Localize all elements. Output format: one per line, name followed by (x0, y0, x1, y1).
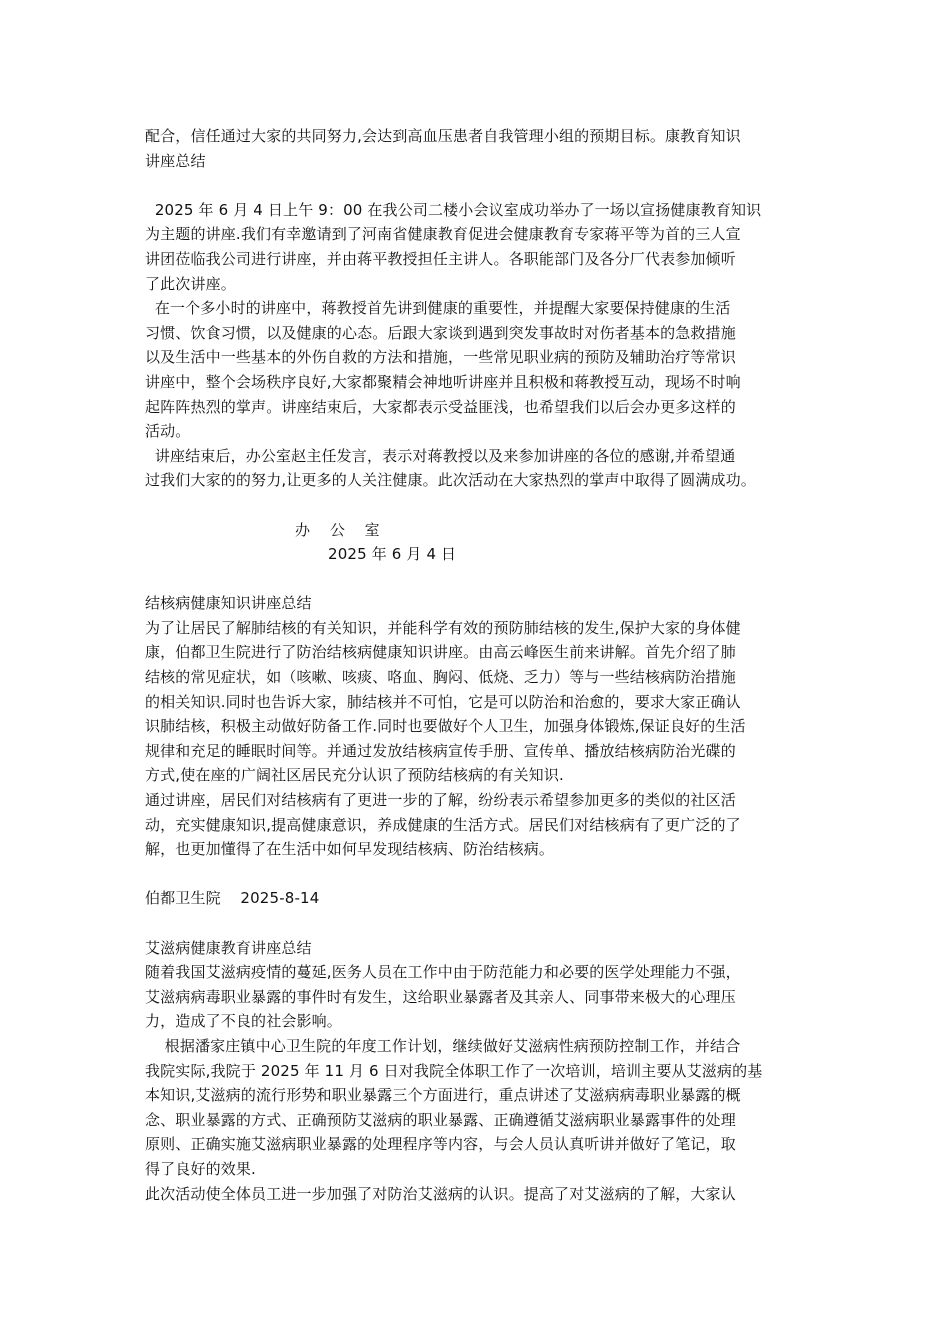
paragraph-line: 在一个多小时的讲座中，蒋教授首先讲到健康的重要性，并提醒大家要保持健康的生活 (145, 299, 731, 318)
spacer (145, 911, 817, 936)
paragraph-line: 动，充实健康知识,提高健康意识，养成健康的生活方式。居民们对结核病有了更广泛的了 (145, 815, 741, 834)
paragraph-line: 本知识,艾滋病的流行形势和职业暴露三个方面进行，重点讲述了艾滋病病毒职业暴露的概 (145, 1086, 741, 1105)
paragraph-line: 念、职业暴露的方式、正确预防艾滋病的职业暴露、正确遵循艾滋病职业暴露事件的处理 (145, 1110, 736, 1129)
paragraph-line: 方式,使在座的广阔社区居民充分认识了预防结核病的有关知识. (145, 766, 564, 785)
paragraph-line: 为了让居民了解肺结核的有关知识，并能科学有效的预防肺结核的发生,保护大家的身体健 (145, 618, 741, 637)
paragraph-line: 过我们大家的的努力,让更多的人关注健康。此次活动在大家热烈的掌声中取得了圆满成功。 (145, 471, 756, 490)
paragraph-line: 识肺结核，积极主动做好防备工作.同时也要做好个人卫生，加强身体锻炼,保证良好的生活 (145, 717, 746, 736)
paragraph-line: 力，造成了不良的社会影响。 (145, 1012, 342, 1031)
spacer (145, 173, 817, 198)
paragraph-line: 康，伯都卫生院进行了防治结核病健康知识讲座。由高云峰医生前来讲解。首先介绍了肺 (145, 643, 736, 662)
paragraph-line: 为主题的讲座.我们有幸邀请到了河南省健康教育促进会健康教育专家蒋平等为首的三人宣 (145, 225, 741, 244)
paragraph-line: 讲团莅临我公司进行讲座，并由蒋平教授担任主讲人。各职能部门及各分厂代表参加倾听 (145, 249, 736, 268)
paragraph-line: 讲座结束后，办公室赵主任发言，表示对蒋教授以及来参加讲座的各位的感谢,并希望通 (145, 446, 736, 465)
paragraph-line: 讲座总结 (145, 151, 206, 170)
paragraph-line: 此次活动使全体员工进一步加强了对防治艾滋病的认识。提高了对艾滋病的了解，大家认 (145, 1184, 736, 1203)
paragraph-line: 习惯、饮食习惯，以及健康的心态。后跟大家谈到遇到突发事故时对伤者基本的急救措施 (145, 323, 736, 342)
signature: 伯都卫生院 2025-8-14 (145, 889, 320, 908)
document-page (145, 124, 817, 1206)
signature-date: 2025 年 6 月 4 日 (328, 545, 457, 564)
paragraph-line: 了此次讲座。 (145, 274, 236, 293)
paragraph-line: 2025 年 6 月 4 日上午 9：00 在我公司二楼小会议室成功举办了一场以宣扬健康教育知识 (145, 200, 762, 219)
spacer (145, 493, 817, 518)
spacer (145, 567, 817, 592)
paragraph-line: 艾滋病病毒职业暴露的事件时有发生，这给职业暴露者及其亲人、同事带来极大的心理压 (145, 987, 736, 1006)
paragraph-line: 通过讲座，居民们对结核病有了更进一步的了解，纷纷表示希望参加更多的类似的社区活 (145, 791, 736, 810)
spacer (145, 862, 817, 887)
paragraph-line: 以及生活中一些基本的外伤自救的方法和措施，一些常见职业病的预防及辅助治疗等常识 (145, 348, 736, 367)
paragraph-line: 的相关知识.同时也告诉大家，肺结核并不可怕，它是可以防治和治愈的，要求大家正确认 (145, 692, 741, 711)
signature-org: 办 公 室 (295, 520, 380, 539)
paragraph-line: 随着我国艾滋病疫情的蔓延,医务人员在工作中由于防范能力和必要的医学处理能力不强， (145, 963, 741, 982)
section-title: 艾滋病健康教育讲座总结 (145, 938, 312, 957)
paragraph-line: 原则、正确实施艾滋病职业暴露的处理程序等内容，与会人员认真听讲并做好了笔记，取 (145, 1135, 736, 1154)
paragraph-line: 起阵阵热烈的掌声。讲座结束后，大家都表示受益匪浅，也希望我们以后会办更多这样的 (145, 397, 736, 416)
paragraph-line: 活动。 (145, 422, 191, 441)
paragraph-line: 讲座中，整个会场秩序良好,大家都聚精会神地听讲座并且积极和蒋教授互动，现场不时响 (145, 372, 741, 391)
paragraph-line: 结核的常见症状，如（咳嗽、咳痰、咯血、胸闷、低烧、乏力）等与一些结核病防治措施 (145, 668, 736, 687)
paragraph-line: 得了良好的效果. (145, 1159, 256, 1178)
paragraph-line: 规律和充足的睡眠时间等。并通过发放结核病宣传手册、宣传单、播放结核病防治光碟的 (145, 741, 736, 760)
paragraph-line: 根据潘家庄镇中心卫生院的年度工作计划，继续做好艾滋病性病预防控制工作，并结合 (145, 1036, 741, 1055)
paragraph-line: 我院实际,我院于 2025 年 11 月 6 日对我院全体职工作了一次培训，培训主要从艾滋病的基 (145, 1061, 763, 1080)
paragraph-line: 解，也更加懂得了在生活中如何早发现结核病、防治结核病。 (145, 840, 555, 859)
section-title: 结核病健康知识讲座总结 (145, 594, 312, 613)
paragraph-line: 配合，信任通过大家的共同努力,会达到高血压患者自我管理小组的预期目标。康教育知识 (145, 127, 741, 145)
